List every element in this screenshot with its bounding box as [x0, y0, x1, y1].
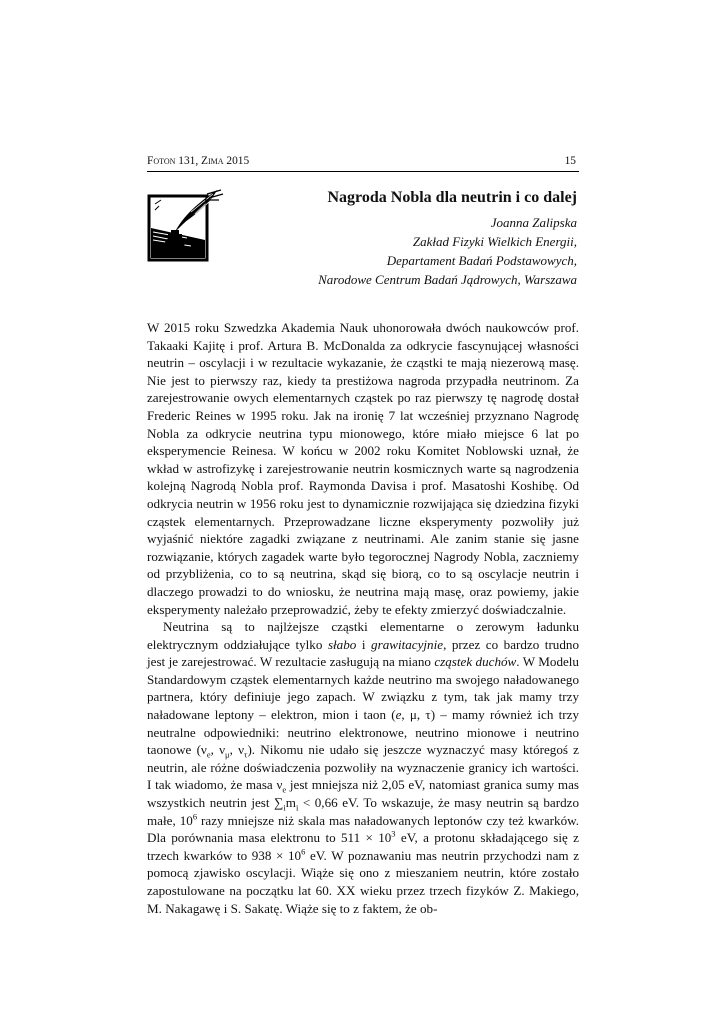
quill-and-inkwell-icon — [147, 188, 225, 264]
affiliation-line: Narodowe Centrum Badań Jądrowych, Warszawa — [318, 272, 577, 287]
affiliation-line: Zakład Fizyki Wielkich Energii, — [412, 234, 577, 249]
article-title-block — [250, 187, 577, 289]
article-body — [147, 319, 579, 917]
author-name: Joanna Zalipska — [490, 215, 577, 230]
header-rule — [147, 171, 579, 172]
paragraph-intro: W 2015 roku Szwedzka Akademia Nauk uhonorowała dwóch naukowców prof. Takaaki Kajitę i prof. Artura B. McDonalda za odkrycie fascynującej własności neutrin – oscylacji i w rezultacie wykazanie, że cząstki te mają niezerową masę. Nie jest to pierwszy raz, kiedy ta prestiżowa nagroda przypadła neutrinom. Za zarejestrowanie owych elementarnych cząstek po raz pierwszy tę nagrodę dostał Frederic Reines w 1995 roku. Jak na ironię 7 lat wcześniej przyznano Nagrodę Nobla za odkrycie neutrina typu mionowego, które miało miejsce 6 lat po eksperymencie Reinesa. W końcu w 2002 roku Komitet Noblowski uznał, że wkład w astrofizykę i zarejestrowanie neutrin kosmicznych warte są nagrodzenia kolejną Nagrodą Nobla prof. Raymonda Davisa i prof. Masatoshi Koshibę. Od odkrycia neutrin w 1956 roku jest to dynamicznie rozwijająca się dziedzina fizyki cząstek elementarnych. Przeprowadzane liczne eksperymenty pozwoliły już wyjaśnić niektóre zagadki związane z neutrinami. Ale zanim stanie się jasne rozwiązanie, których zagadek warte było tegorocznej Nagrody Nobla, zaczniemy od przybliżenia, co to są neutrina, skąd się biorą, co to są oscylacje neutrin i dlaczego prowadzi to do wniosku, że neutrina mają masę, oraz powiemy, jakie eksperymenty należało przeprowadzić, żeby te efekty zmierzyć doświadczalnie. — [147, 320, 579, 617]
article-title: Nagroda Nobla dla neutrin i co dalej — [327, 189, 577, 206]
affiliation-line: Departament Badań Podstawowych, — [386, 253, 577, 268]
journal-name: Foton 131, Zima 2015 — [147, 155, 250, 167]
running-header — [147, 154, 579, 168]
page-number: 15 — [564, 155, 576, 167]
paragraph-neutrinos: Neutrina są to najlżejsze cząstki elementarne o zerowym ładunku elektrycznym oddziałujące tylko słabo i grawitacyjnie, przez co bardzo trudno jest je zarejestrować. W rezultacie zasługują na miano cząstek duchów. W Modelu Standardowym cząstek elementarnych każde neutrino ma swojego naładowanego partnera, który definiuje jego zapach. W związku z tym, tak jak mamy trzy naładowane leptony – elektron, mion i taon (e, μ, τ) – mamy również ich trzy neutralne odpowiedniki: neutrino elektronowe, neutrino mionowe i neutrino taonowe ($\nu_e$, $\nu_\mu$, $\nu_\tau$). Nikomu nie udało się jeszcze wyznaczyć masy któregoś z neutrin, ale różne doświadczenia pozwoliły na wyznaczenie granicy ich wartości. I tak wiadomo, że masa $\nu_e$ jest mniejsza niż 2,05 eV, natomiast granica sumy mas wszystkich neutrin jest $\sum_im_i < 0,66$ eV. To wskazuje, że masy neutrin są bardzo małe, $10^6$ razy mniejsze niż skala mas naładowanych leptonów czy też kwarków. Dla porównania masa elektronu to $511 \times 10^3$ eV, a protonu składającego się z trzech kwarków to $938 \times 10^6$ eV. W poznawaniu mas neutrin przychodzi nam z pomocą zjawisko oscylacji. Wiąże się ono z mieszaniem neutrin, które zostało zapostulowane na początku lat 60. XX wieku przez trzech fizyków Z. Makiego, M. Nakagawę i S. Sakatę. Wiąże się to z faktem, że ob- — [147, 619, 579, 916]
